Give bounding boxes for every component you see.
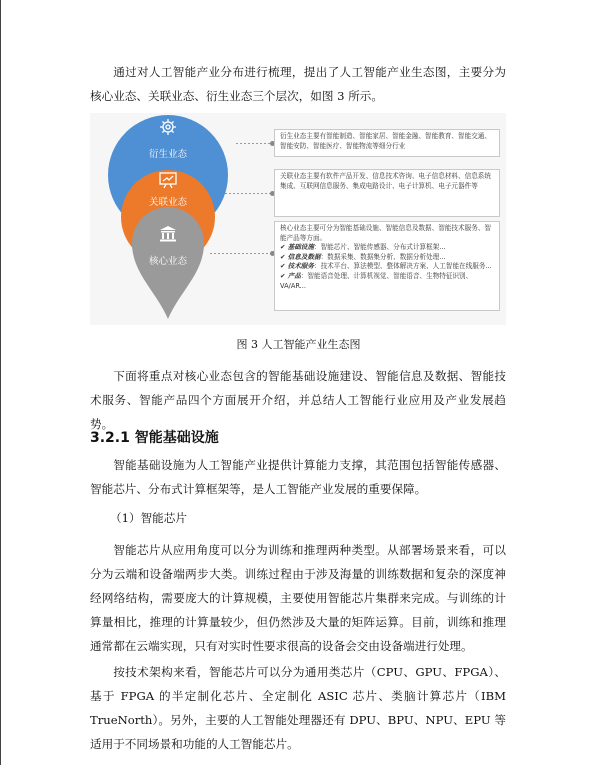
- outer-ring-label: 衍生业态: [148, 149, 187, 160]
- core-intro: 核心业态主要可分为智能基础设施、智能信息及数据、智能技术服务、智能产品等方面。: [280, 224, 491, 242]
- core-description-box: [274, 221, 500, 311]
- middle-ring-label: 关联业态: [148, 197, 187, 208]
- paragraph-overview: 下面将重点对核心业态包含的智能基础设施建设、智能信息及数据、智能技术服务、智能产品四个方面展开介绍，并总结人工智能行业应用及产业发展趋势。: [90, 369, 506, 431]
- core-item-text: ：技术平台、算法模型、整体解决方案、人工智能在线服务...: [314, 262, 492, 271]
- core-item: ✔ 信息及数据：数据采集、数据集分析、数据分析处理...: [280, 252, 446, 261]
- derivative-description-box: 衍生业态主要有智能制造、智能家居、智能金融、智能教育、智能交通、智能安防、智能医疗、智能物流等细分行业: [274, 129, 500, 157]
- connector-related: [225, 193, 274, 194]
- related-description-box: 关联业态主要有软件产品开发、信息技术咨询、电子信息材料、信息系统集成、互联网信息服务、集成电路设计、电子计算机、电子元器件等: [274, 169, 500, 217]
- inner-ring-label: 核心业态: [148, 256, 187, 267]
- core-item: ✔ 产品：智能语音处理、计算机视觉、智能语音、生物特征识别、VA/AR...: [280, 271, 473, 290]
- core-item: ✔ 技术服务：技术平台、算法模型、整体解决方案、人工智能在线服务...: [280, 262, 492, 271]
- core-item-text: ：智能语音处理、计算机视觉、智能语音、生物特征识别、VA/AR...: [280, 271, 473, 290]
- sub-heading: （1）智能芯片: [110, 511, 187, 525]
- core-item-text: ：智能芯片、智能传感器、分布式计算框架...: [314, 243, 446, 252]
- figure-caption: 图 3 人工智能产业生态图: [236, 338, 361, 351]
- core-item-text: ：数据采集、数据集分析、数据分析处理...: [320, 252, 446, 261]
- page-left-border: [0, 0, 1, 765]
- ecosystem-figure: [90, 113, 506, 325]
- core-item-key: 基础设施: [287, 243, 314, 252]
- intro-paragraph: 通过对人工智能产业分布进行梳理，提出了人工智能产业生态图，主要分为核心业态、关联业态、衍生业态三个层次，如图 3 所示。: [90, 65, 506, 103]
- core-item-key: 产品: [287, 271, 301, 280]
- core-item-key: 技术服务: [287, 262, 314, 271]
- paragraph-chip-types: 智能芯片从应用角度可以分为训练和推理两种类型。从部署场景来看，可以分为云端和设备端两步大类。训练过程由于涉及海量的训练数据和复杂的深度神经网络结构，需要庞大的计算规模，主要使用智能芯片集群来完成。与训练的计算量相比，推理的计算量较少，但仍然涉及大量的矩阵运算。目前，训练和推理通常都在云端实现，只有对实时性要求很高的设备会交由设备端进行处理。: [90, 543, 506, 653]
- core-item-key: 信息及数据: [287, 252, 321, 261]
- connector-derivative: [236, 143, 274, 144]
- core-item: ✔ 基础设施：智能芯片、智能传感器、分布式计算框架...: [280, 243, 446, 252]
- paragraph-chip-architecture: 按技术架构来看，智能芯片可以分为通用类芯片（CPU、GPU、FPGA）、基于 FPGA 的半定制化芯片、全定制化 ASIC 芯片、类脑计算芯片（IBM TrueNorth）。另外，主要的人工智能处理器还有 DPU、BPU、NPU、EPU 等适用于不同场景和功能的人工智能芯片。: [90, 665, 506, 751]
- connector-core: [210, 253, 274, 254]
- paragraph-infrastructure: 智能基础设施为人工智能产业提供计算能力支撑，其范围包括智能传感器、智能芯片、分布式计算框架等，是人工智能产业发展的重要保障。: [90, 458, 506, 496]
- section-heading: 3.2.1 智能基础设施: [90, 430, 219, 446]
